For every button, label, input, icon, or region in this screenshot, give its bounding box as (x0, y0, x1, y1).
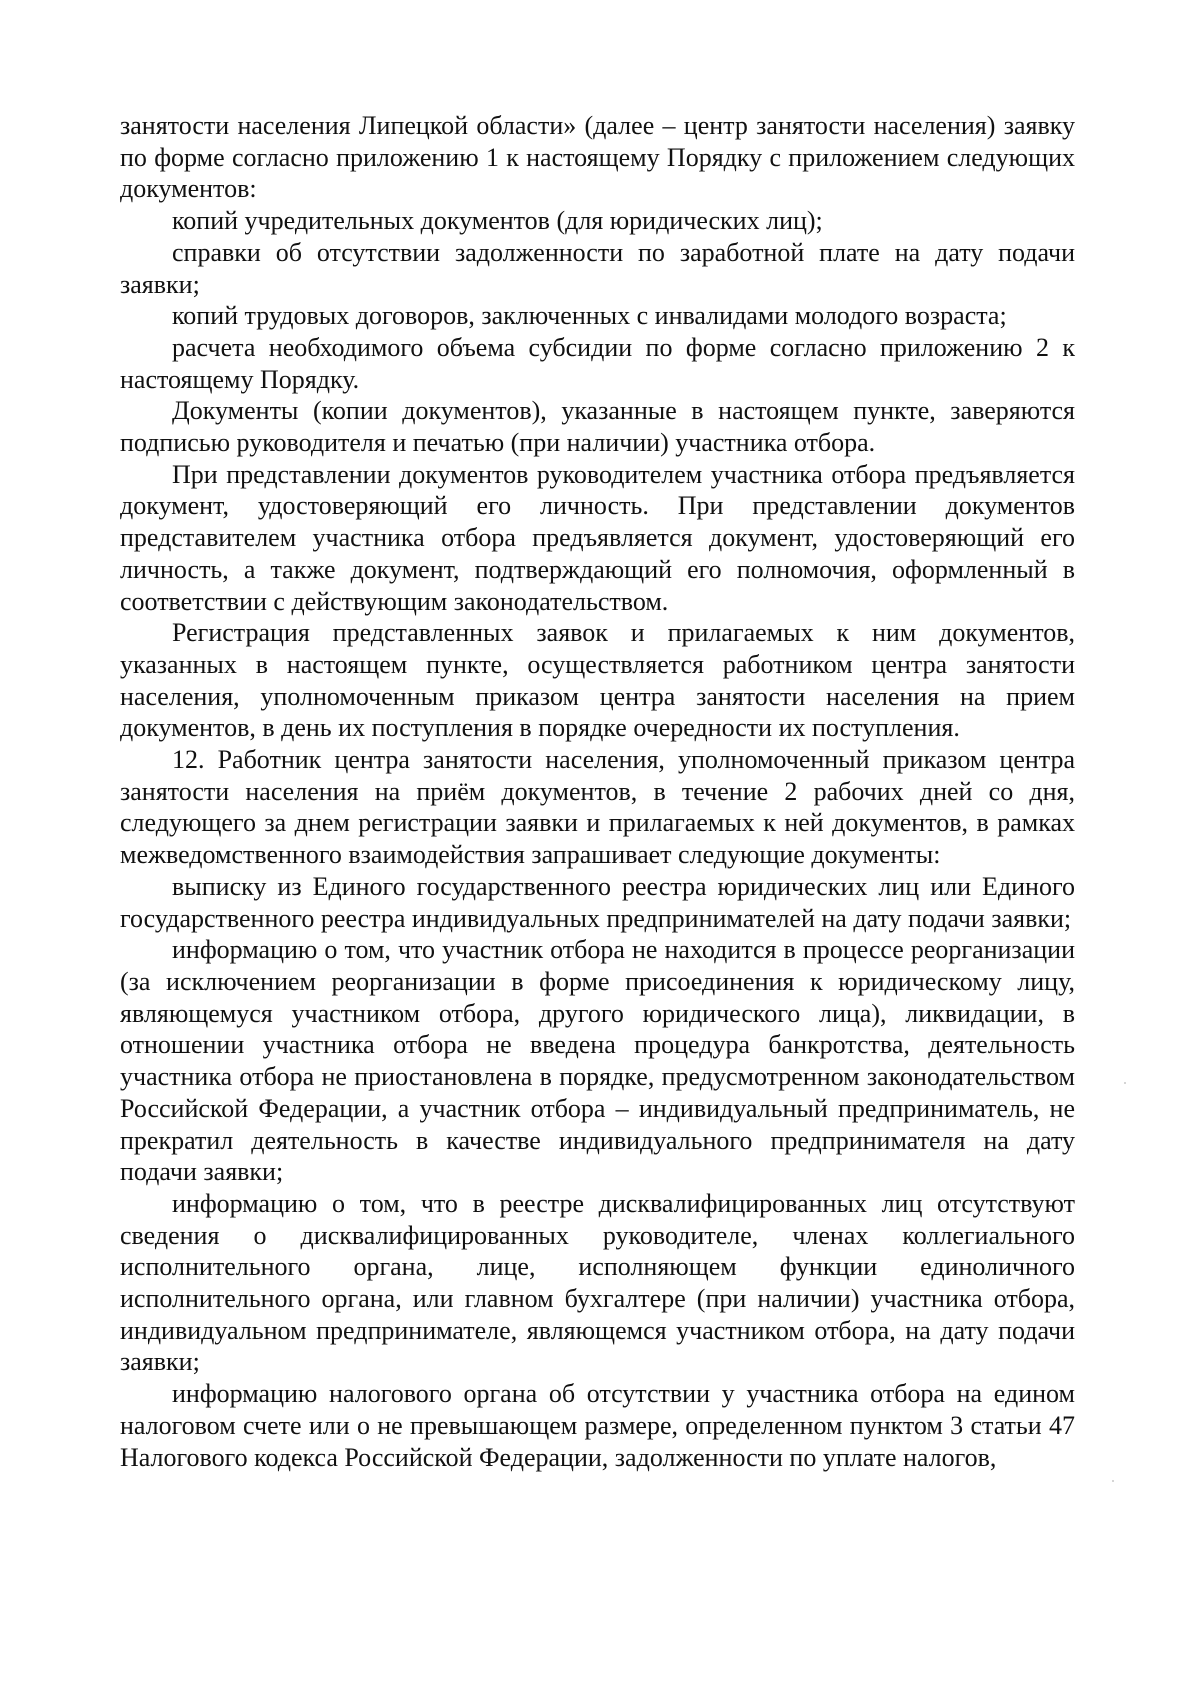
scan-speck (1124, 1082, 1126, 1084)
paragraph-3: справки об отсутствии задолженности по заработной плате на дату подачи заявки; (120, 237, 1075, 299)
paragraph-13: информацию налогового органа об отсутствии у участника отбора на едином налоговом счете или о не превышающем размере, определенном пунктом 3 статьи 47 Налогового кодекса Российской Федерации, задолженности по уплате налогов, (120, 1379, 1075, 1472)
paragraph-11: информацию о том, что участник отбора не находится в процессе реорганизации (за исключением реорганизации в форме присоединения к юридическому лицу, являющемуся участником отбора, другого юридического лица), ликвидации, в отношении участника отбора не введена процедура банкротства, деятельность участника отбора не приостановлена в порядке, предусмотренном законодательством Российской Федерации, а участник отбора – индивидуальный предприниматель, не прекратил деятельность в качестве индивидуального предпринимателя на дату подачи заявки; (120, 935, 1075, 1187)
scan-speck (1112, 1480, 1114, 1482)
paragraph-5: расчета необходимого объема субсидии по форме согласно приложению 2 к настоящему Порядку. (120, 332, 1075, 394)
paragraph-4: копий трудовых договоров, заключенных с инвалидами молодого возраста; (172, 301, 1007, 331)
paragraph-2: копий учредительных документов (для юридических лиц); (172, 206, 823, 236)
paragraph-6: Документы (копии документов), указанные в настоящем пункте, заверяются подписью руководителя и печатью (при наличии) участника отбора. (120, 396, 1075, 458)
paragraph-10: выписку из Единого государственного реестра юридических лиц или Единого государственного реестра индивидуальных предпринимателей на дату подачи заявки; (120, 871, 1075, 933)
document-page (120, 110, 1075, 1473)
paragraph-12: информацию о том, что в реестре дисквалифицированных лиц отсутствуют сведения о дисквалифицированных руководителе, членах коллегиального исполнительного органа, лице, исполняющем функции единоличного исполнительного органа, или главном бухгалтере (при наличии) участника отбора, индивидуальном предпринимателе, являющемся участником отбора, на дату подачи заявки; (120, 1188, 1075, 1377)
paragraph-9: 12. Работник центра занятости населения, уполномоченный приказом центра занятости населения на приём документов, в течение 2 рабочих дней со дня, следующего за днем регистрации заявки и прилагаемых к ней документов, в рамках межведомственного взаимодействия запрашивает следующие документы: (120, 745, 1075, 870)
paragraph-8: Регистрация представленных заявок и прилагаемых к ним документов, указанных в настоящем пункте, осуществляется работником центра занятости населения, уполномоченным приказом центра занятости населения на прием документов, в день их поступления в порядке очередности их поступления. (120, 618, 1075, 743)
paragraph-1: занятости населения Липецкой области» (далее – центр занятости населения) заявку по форме согласно приложению 1 к настоящему Порядку с приложением следующих документов: (120, 111, 1075, 204)
paragraph-7: При представлении документов руководителем участника отбора предъявляется документ, удостоверяющий его личность. При представлении документов представителем участника отбора предъявляется документ, удостоверяющий его личность, а также документ, подтверждающий его полномочия, оформленный в соответствии с действующим законодательством. (120, 459, 1075, 616)
